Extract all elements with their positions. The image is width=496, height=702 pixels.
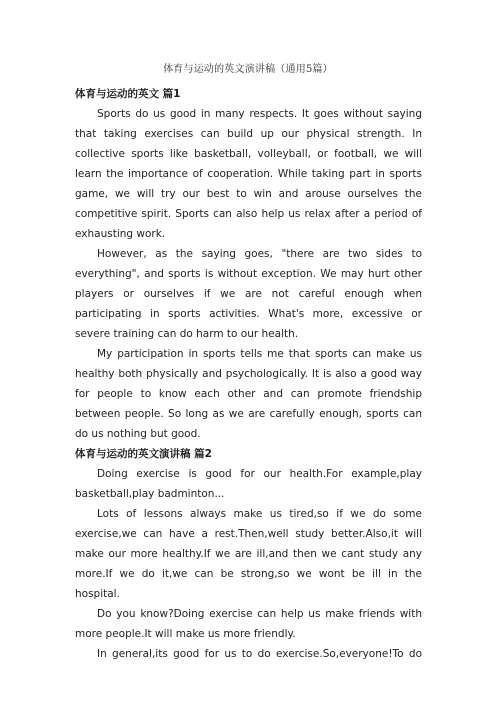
paragraph: However, as the saying goes, "there are two sides to everything", and sports is without exception. We may hurt other players or ourselves if we are not careful enough when participating in sports activities. What's more, excessive or severe training can do harm to our health. xyxy=(75,248,422,340)
document-body xyxy=(75,84,422,664)
paragraph: In general,its good for us to do exercise.So,everyone!To do xyxy=(97,648,422,660)
paragraph: Sports do us good in many respects. It goes without saying that taking exercises can build up our physical strength. In collective sports like basketball, volleyball, or football, we will learn the importance of cooperation. While taking part in sports game, we will try our best to win and arouse ourselves the competitive spirit. Sports can also help us relax after a period of exhausting work. xyxy=(75,108,422,240)
paragraph: Doing exercise is good for our health.For example,play basketball,play badminton... xyxy=(75,468,422,500)
paragraph: Lots of lessons always make us tired,so if we do some exercise,we can have a rest.Then,well study better.Also,it will make our more healthy.If we are ill,and then we cant study any more.If we do it,we can be strong,so we wont be ill in the hospital. xyxy=(75,508,422,600)
paragraph: Do you know?Doing exercise can help us make friends with more people.It will make us more friendly. xyxy=(75,608,422,640)
section-title-1: 体育与运动的英文 篇1 xyxy=(75,88,181,100)
document-header-title: 体育与运动的英文演讲稿（通用5篇） xyxy=(163,64,333,75)
paragraph: My participation in sports tells me that sports can make us healthy both physically and psychologically. It is also a good way for people to know each other and can promote friendship between people. So long as we are carefully enough, sports can do us nothing but good. xyxy=(75,348,422,440)
section-title-2: 体育与运动的英文演讲稿 篇2 xyxy=(75,448,212,460)
